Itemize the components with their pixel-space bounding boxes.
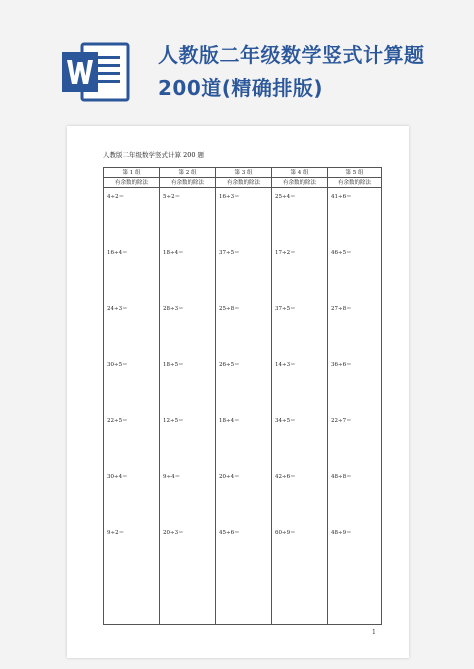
problem: 30÷4＝ — [107, 474, 128, 480]
group-column — [328, 168, 381, 624]
problem: 48÷9＝ — [331, 530, 352, 536]
problem: 17÷2＝ — [275, 250, 296, 256]
problem: 9÷2＝ — [107, 530, 125, 536]
problem: 42÷6＝ — [275, 474, 296, 480]
problem: 37÷5＝ — [219, 250, 240, 256]
problem: 16÷3＝ — [219, 194, 240, 200]
group-column — [216, 168, 272, 624]
problem: 12÷5＝ — [163, 418, 184, 424]
page-number: 1 — [372, 629, 376, 636]
problem: 34÷5＝ — [275, 418, 296, 424]
problem: 5÷2＝ — [163, 194, 181, 200]
problem: 18÷4＝ — [219, 418, 240, 424]
group-header: 第 4 组 — [272, 168, 327, 178]
problem: 26÷5＝ — [219, 362, 240, 368]
problem: 24÷3＝ — [107, 306, 128, 312]
problem: 48÷8＝ — [331, 474, 352, 480]
problem: 20÷4＝ — [219, 474, 240, 480]
problem: 28÷3＝ — [163, 306, 184, 312]
problem: 14÷3＝ — [275, 362, 296, 368]
problem: 9÷4＝ — [163, 474, 181, 480]
group-subheader: 有余数的除法 — [104, 178, 159, 188]
group-column — [160, 168, 216, 624]
banner — [0, 0, 474, 122]
problem: 18÷5＝ — [163, 362, 184, 368]
problem: 16÷4＝ — [107, 250, 128, 256]
group-subheader: 有余数的除法 — [216, 178, 271, 188]
group-column — [104, 168, 160, 624]
problem: 41÷6＝ — [331, 194, 352, 200]
problem: 25÷8＝ — [219, 306, 240, 312]
problem: 36÷6＝ — [331, 362, 352, 368]
problem: 4÷2＝ — [107, 194, 125, 200]
group-header: 第 3 组 — [216, 168, 271, 178]
group-subheader: 有余数的除法 — [328, 178, 381, 188]
problem: 25÷4＝ — [275, 194, 296, 200]
document-page — [67, 126, 409, 658]
problem: 27÷8＝ — [331, 306, 352, 312]
problem: 20÷3＝ — [163, 530, 184, 536]
problem: 30÷5＝ — [107, 362, 128, 368]
group-header: 第 2 组 — [160, 168, 215, 178]
problem-table — [103, 167, 382, 625]
problem: 37÷5＝ — [275, 306, 296, 312]
problem: 60÷9＝ — [275, 530, 296, 536]
banner-title: 人教版二年级数学竖式计算题200道(精确排版) — [158, 43, 425, 100]
group-header: 第 1 组 — [104, 168, 159, 178]
group-column — [272, 168, 328, 624]
problem: 22÷7＝ — [331, 418, 352, 424]
group-subheader: 有余数的除法 — [160, 178, 215, 188]
problem: 45÷6＝ — [219, 530, 240, 536]
group-header: 第 5 组 — [328, 168, 381, 178]
group-subheader: 有余数的除法 — [272, 178, 327, 188]
problem: 22÷5＝ — [107, 418, 128, 424]
problem: 18÷4＝ — [163, 250, 184, 256]
document-heading: 人教版二年级数学竖式计算 200 题 — [103, 151, 205, 159]
problem: 46÷5＝ — [331, 250, 352, 256]
word-doc-icon — [60, 38, 134, 106]
